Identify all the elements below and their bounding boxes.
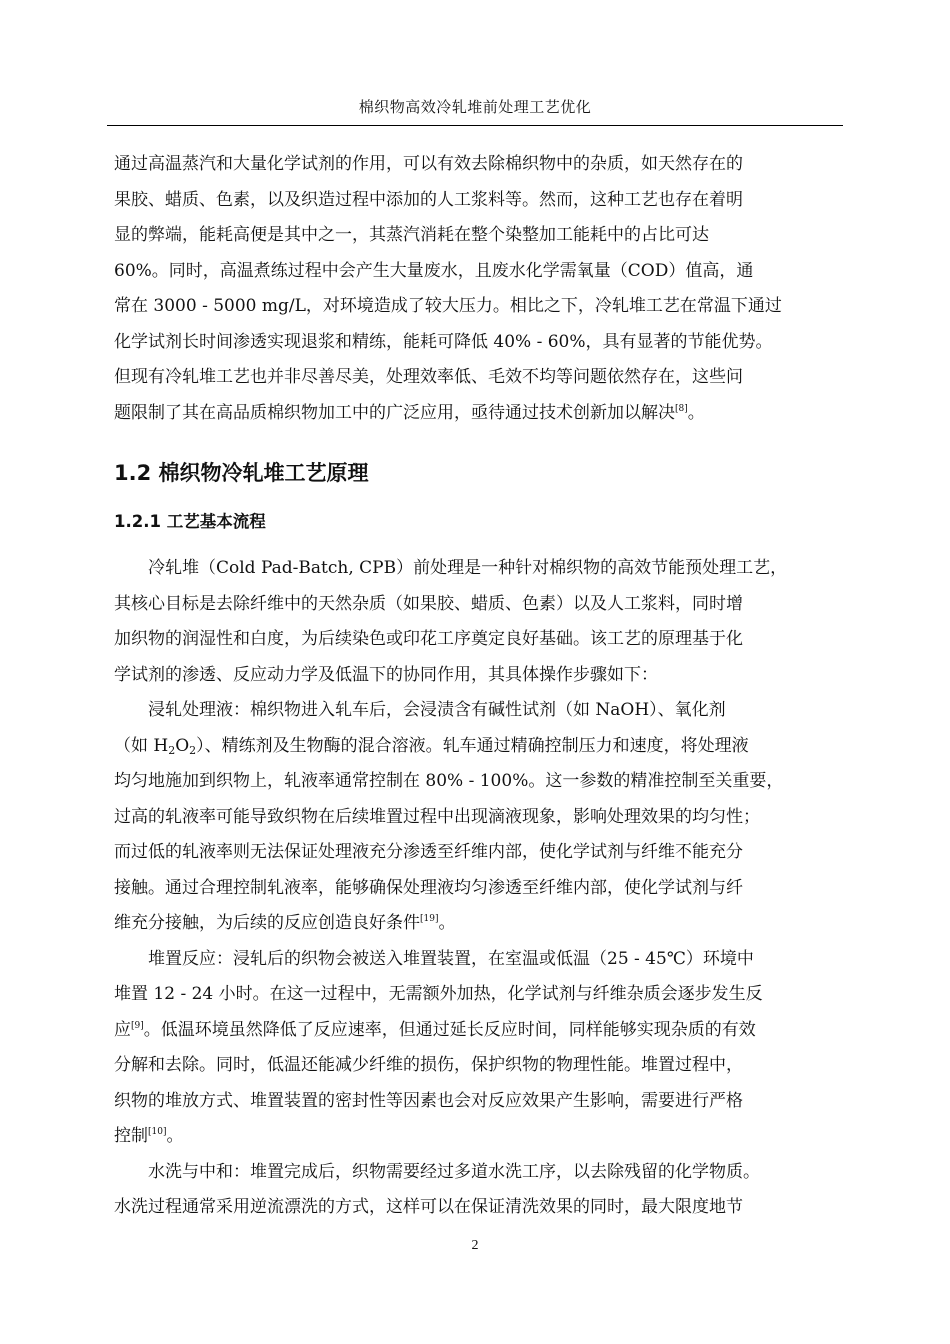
text-line: 而过低的轧液率则无法保证处理液充分渗透至纤维内部，使化学试剂与纤维不能充分 (114, 842, 743, 862)
text-line: 均匀地施加到织物上，轧液率通常控制在 80% - 100%。这一参数的精准控制至关重要， (114, 771, 784, 791)
citation-ref: [8] (675, 403, 688, 414)
citation-ref: [9] (131, 1020, 144, 1031)
text-fragment: 。 (687, 402, 705, 423)
text-line (114, 396, 854, 432)
text-line: 化学试剂长时间渗透实现退浆和精练，能耗可降低 40% - 60%，具有显著的节能优势。 (114, 331, 773, 352)
text-line: 分解和去除。同时，低温还能减少纤维的损伤，保护织物的物理性能。堆置过程中， (114, 1055, 743, 1075)
text-line: 常在 3000 - 5000 mg/L，对环境造成了较大压力。相比之下，冷轧堆工艺在常温下通过 (114, 296, 782, 316)
text-line: 60%。同时，高温煮练过程中会产生大量废水，且废水化学需氧量（COD）值高，通 (114, 260, 754, 281)
overview-paragraph (114, 551, 854, 693)
text-line (114, 1013, 854, 1049)
citation-ref: [10] (148, 1127, 167, 1137)
subsection-heading: 1.2.1 工艺基本流程 (114, 512, 266, 531)
citation-ref: [19] (420, 914, 439, 924)
section-heading: 1.2 棉织物冷轧堆工艺原理 (114, 461, 369, 485)
text-line (114, 1119, 854, 1155)
body-text (114, 147, 854, 1226)
text-line: 加织物的润湿性和白度，为后续染色或印花工序奠定良好基础。该工艺的原理基于化 (114, 629, 743, 649)
text-line: 浸轧处理液：棉织物进入轧车后，会浸渍含有碱性试剂（如 NaOH）、氧化剂 (148, 700, 726, 720)
page-number: 2 (471, 1238, 479, 1253)
text-line: 果胶、蜡质、色素，以及织造过程中添加的人工浆料等。然而，这种工艺也存在着明 (114, 189, 743, 210)
text-line: 接触。通过合理控制轧液率，能够确保处理液均匀渗透至纤维内部，使化学试剂与纤 (114, 877, 743, 898)
text-fragment: ）、精练剂及生物酶的混合溶液。轧车通过精确控制压力和速度，将处理液 (196, 735, 749, 756)
batching-step-paragraph (114, 942, 854, 1155)
chem-subscript: 2 (189, 743, 197, 757)
text-line: 过高的轧液率可能导致织物在后续堆置过程中出现滴液现象，影响处理效果的均匀性； (114, 806, 760, 827)
text-fragment: 应 (114, 1019, 131, 1040)
text-fragment: 。 (166, 1126, 184, 1146)
text-line: 但现有冷轧堆工艺也并非尽善尽美，处理效率低、毛效不均等问题依然存在，这些问 (114, 367, 743, 387)
text-fragment: 。 (438, 913, 456, 933)
header-rule (107, 125, 843, 126)
text-line: 织物的堆放方式、堆置装置的密封性等因素也会对反应效果产生影响，需要进行严格 (114, 1090, 743, 1111)
text-line: 通过高温蒸汽和大量化学试剂的作用，可以有效去除棉织物中的杂质，如天然存在的 (114, 154, 743, 174)
text-fragment: 题限制了其在高品质棉织物加工中的广泛应用，亟待通过技术创新加以解决 (114, 402, 675, 423)
text-line: 堆置反应：浸轧后的织物会被送入堆置装置，在室温或低温（25 - 45℃）环境中 (148, 948, 754, 969)
washing-step-paragraph (114, 1155, 854, 1226)
text-fragment: 。低温环境虽然降低了反应速率，但通过延长反应时间，同样能够实现杂质的有效 (143, 1019, 756, 1040)
text-line: 显的弊端，能耗高便是其中之一，其蒸汽消耗在整个染整加工能耗中的占比可达 (114, 225, 709, 245)
chem-subscript: 2 (168, 743, 176, 757)
text-fragment: O (175, 735, 190, 756)
text-line (114, 729, 854, 765)
text-line: 堆置 12 - 24 小时。在这一过程中，无需额外加热，化学试剂与纤维杂质会逐步发生反 (114, 984, 763, 1004)
text-fragment: 维充分接触，为后续的反应创造良好条件 (114, 913, 420, 933)
text-line: 水洗与中和：堆置完成后，织物需要经过多道水洗工序，以去除残留的化学物质。 (148, 1161, 760, 1182)
text-line: 学试剂的渗透、反应动力学及低温下的协同作用，其具体操作步骤如下： (114, 664, 658, 685)
text-line: 其核心目标是去除纤维中的天然杂质（如果胶、蜡质、色素）以及人工浆料，同时增 (114, 593, 743, 614)
text-line: 冷轧堆（Cold Pad-Batch, CPB）前处理是一种针对棉织物的高效节能预处理工艺， (148, 558, 788, 578)
text-line: 水洗过程通常采用逆流漂洗的方式，这样可以在保证清洗效果的同时，最大限度地节 (114, 1197, 743, 1217)
text-line (114, 906, 854, 942)
padding-step-paragraph (114, 693, 854, 942)
running-header: 棉织物高效冷轧堆前处理工艺优化 (358, 98, 592, 116)
intro-paragraph (114, 147, 854, 431)
text-fragment: 控制 (114, 1126, 148, 1146)
text-fragment: （如 H (114, 735, 169, 756)
